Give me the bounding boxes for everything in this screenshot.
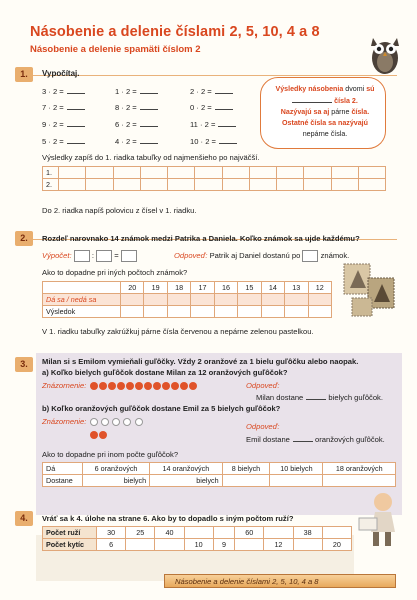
task-text: Do 2. riadka napíš polovicu z čísel v 1. riadku.: [42, 206, 197, 215]
equation: 8 · 2 =: [115, 102, 158, 112]
section-3-number: 3.: [15, 357, 33, 372]
answer-a-label: Odpoveď:: [246, 381, 280, 390]
equation: 0 · 2 =: [190, 102, 233, 112]
equation: 10 · 2 =: [190, 136, 237, 146]
section-2-question: Rozdeľ narovnako 14 známok medzi Patrika a Daniela. Koľko známok sa ujde každému?: [42, 234, 360, 243]
question-3: Ako to dopadne pri inom počte guľôčok?: [42, 450, 179, 459]
roses-table: Počet ruží 30 25 40 60 38 Počet kytíc 6 10 9 12 20: [42, 526, 352, 551]
stamps-table: 20 19 18 17 16 15 14 13 12 Dá sa / nedá sa Výsledok: [42, 281, 332, 318]
owl-illustration: [368, 32, 402, 76]
question-b: b) Koľko oranžových guľôčok dostane Emil za 5 bielych guľôčok?: [42, 404, 281, 413]
equation: 5 · 2 =: [42, 136, 85, 146]
equation: 1 · 2 =: [115, 86, 158, 96]
results-table: [42, 166, 386, 191]
calculation-row: Výpočet: : =: [42, 250, 137, 262]
row-label: 2.: [43, 179, 59, 191]
equation: 9 · 2 =: [42, 119, 85, 129]
equation: 11 · 2 =: [190, 119, 236, 129]
znazornenie-label-b: Znázornenie:: [42, 417, 87, 426]
row-label: 1.: [43, 167, 59, 179]
question-text: Ako to dopadne pri iných počtoch známok?: [42, 268, 188, 277]
section-4-question: Vráť sa k 4. úlohe na strane 6. Ako by to dopadlo s iným počtom ruží?: [42, 514, 294, 523]
balls-table: Dá 6 oranžových 14 oranžových 8 bielych 10 bielych 18 oranžových Dostane bielych bielych: [42, 462, 396, 487]
section-3-intro: Milan si s Emilom vymieňali guľôčky. Vždy 2 oranžové za 1 bielu guľôčku alebo naopak.: [42, 357, 359, 366]
answer-a: Milan dostane bielych guľôčok.: [256, 393, 383, 402]
section-4-number: 4.: [15, 511, 33, 526]
section-2-number: 2.: [15, 231, 33, 246]
footer-bar: Násobenie a delenie číslami 2, 5, 10, 4 a 8: [164, 574, 396, 588]
equation: 4 · 2 =: [115, 136, 158, 146]
equation: 2 · 2 =: [190, 86, 233, 96]
character-illustration: [355, 488, 405, 548]
answer-row: Odpoveď: Patrik aj Daniel dostanú po známok.: [174, 251, 350, 260]
white-balls-b: [90, 417, 144, 426]
answer-b: Emil dostane oranžových guľôčok.: [246, 435, 385, 444]
page-subtitle: Násobenie a delenie spamäti číslom 2: [30, 44, 201, 55]
section-1-number: 1.: [15, 67, 33, 82]
task-text: Výsledky zapíš do 1. riadka tabuľky od najmenšieho po najväčší.: [42, 153, 260, 162]
equation: 6 · 2 =: [115, 119, 158, 129]
equation: 3 · 2 =: [42, 86, 85, 96]
znazornenie-label: Znázornenie:: [42, 381, 87, 390]
answer-b-label: Odpoveď:: [246, 422, 280, 431]
equation: 7 · 2 =: [42, 102, 85, 112]
question-a: a) Koľko bielych guľôčok dostane Milan za 12 oranžových guľôčok?: [42, 368, 288, 377]
info-box: Výsledky násobenia dvomi sú čísla 2. Nazývajú sa aj párne čísla. Ostatné čísla sa nazývajú nepárne čísla.: [260, 77, 386, 149]
orange-balls-b: [90, 430, 108, 439]
page-title: Násobenie a delenie číslami 2, 5, 10, 4 a 8: [30, 24, 320, 40]
orange-balls-a: [90, 381, 198, 390]
note-text: V 1. riadku tabuľky zakrúžkuj párne čísla červenou a nepárne zelenou pastelkou.: [42, 327, 314, 336]
stamps-illustration: [338, 258, 400, 322]
section-1-instruction: Vypočítaj.: [42, 69, 80, 78]
section-1-divider: [33, 75, 397, 76]
